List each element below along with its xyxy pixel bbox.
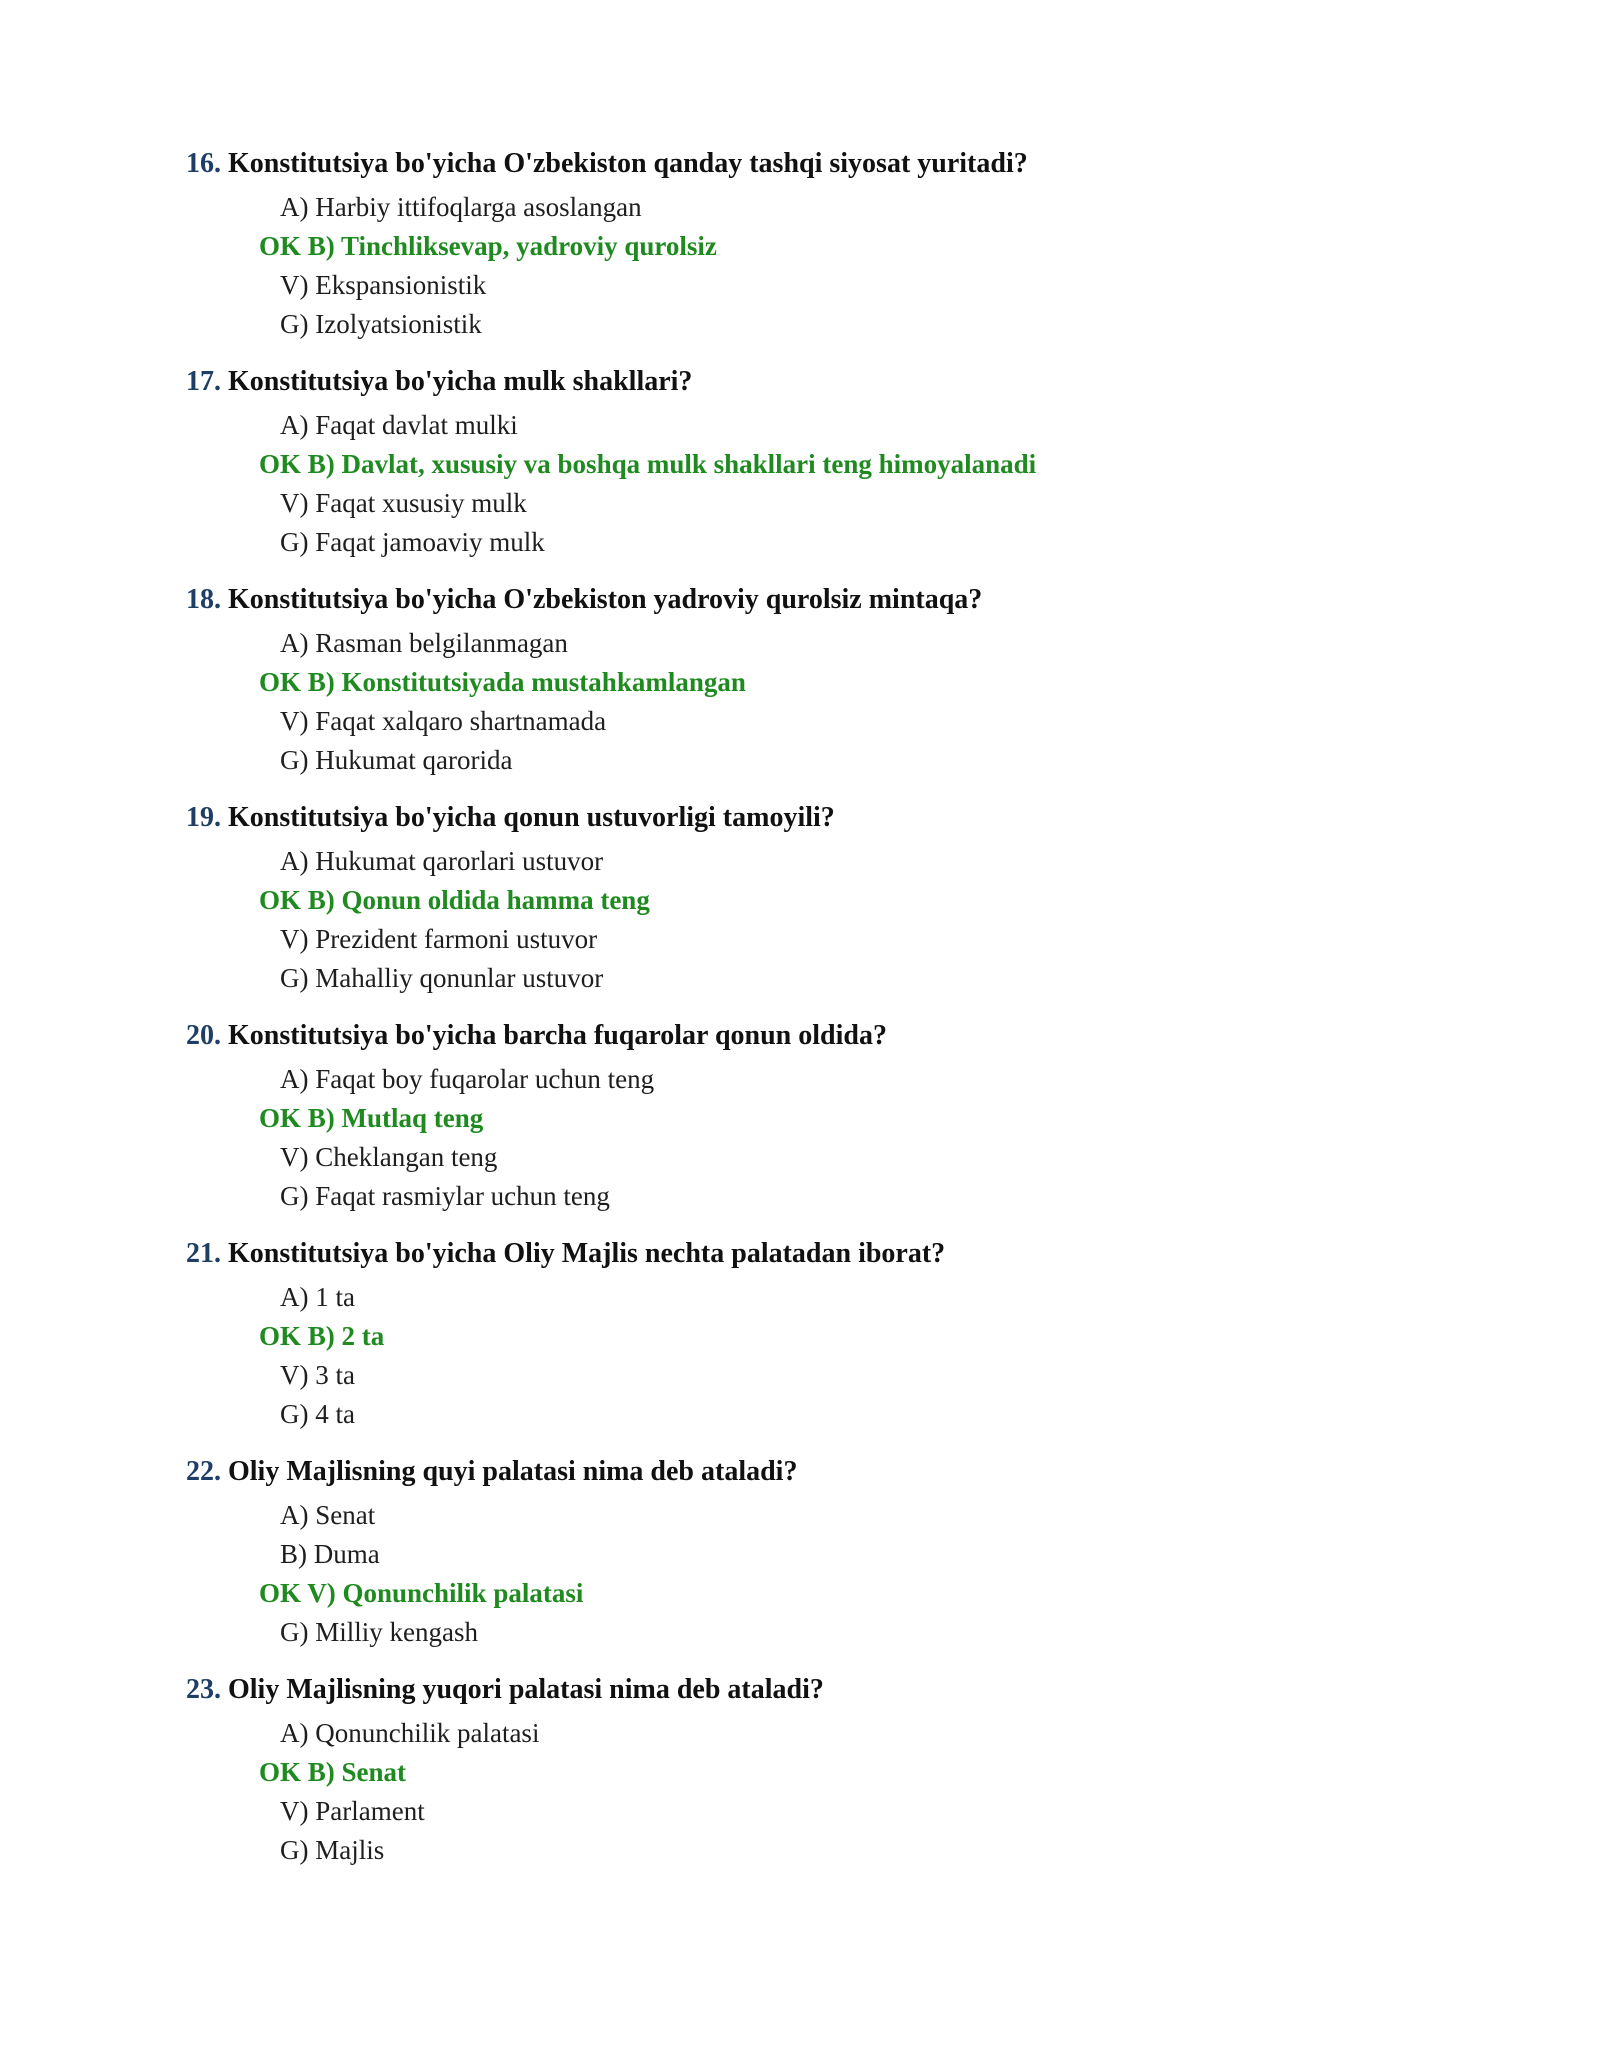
question-block: [186, 364, 1486, 582]
answer-option: V) Faqat xalqaro shartnamada: [280, 706, 607, 736]
question-number: 19.: [186, 802, 221, 833]
answer-option: A) Qonunchilik palatasi: [280, 1718, 540, 1748]
answer-option: A) 1 ta: [280, 1282, 355, 1312]
question-text: Konstitutsiya bo'yicha Oliy Majlis nechta palatadan iborat?: [228, 1238, 946, 1269]
answer-option: V) Parlament: [280, 1796, 425, 1826]
answer-option-correct: OK B) Senat: [259, 1757, 407, 1787]
question-number: 21.: [186, 1238, 221, 1269]
answer-option-correct: OK B) Tinchliksevap, yadroviy qurolsiz: [259, 231, 717, 261]
answer-option: V) Faqat xususiy mulk: [280, 488, 527, 518]
question-block: [186, 1672, 1486, 1890]
answer-option: V) Prezident farmoni ustuvor: [280, 924, 598, 954]
answer-option: G) Majlis: [280, 1835, 385, 1865]
question-block: [186, 1236, 1486, 1454]
question-block: [186, 1018, 1486, 1236]
question-heading: [186, 582, 1486, 624]
question-block: [186, 800, 1486, 1018]
answer-option: B) Duma: [280, 1539, 380, 1569]
answer-option-correct: OK B) Qonun oldida hamma teng: [259, 885, 650, 915]
question-heading: [186, 1018, 1486, 1060]
answer-option: A) Faqat boy fuqarolar uchun teng: [280, 1064, 655, 1094]
answer-option: V) 3 ta: [280, 1360, 355, 1390]
question-number: 17.: [186, 366, 221, 397]
question-number: 22.: [186, 1456, 221, 1487]
question-block: [186, 582, 1486, 800]
question-text: Konstitutsiya bo'yicha O'zbekiston qanday tashqi siyosat yuritadi?: [228, 148, 1028, 179]
answer-option-correct: OK B) 2 ta: [259, 1321, 385, 1351]
answer-option: G) Hukumat qarorida: [280, 745, 513, 775]
question-text: Konstitutsiya bo'yicha qonun ustuvorligi tamoyili?: [228, 802, 835, 833]
question-heading: [186, 364, 1486, 406]
question-heading: [186, 1672, 1486, 1714]
question-heading: [186, 146, 1486, 188]
quiz-document: [186, 146, 1486, 1890]
question-text: Oliy Majlisning quyi palatasi nima deb ataladi?: [228, 1456, 798, 1487]
question-number: 18.: [186, 584, 221, 615]
answer-option: A) Hukumat qarorlari ustuvor: [280, 846, 604, 876]
question-text: Konstitutsiya bo'yicha O'zbekiston yadroviy qurolsiz mintaqa?: [228, 584, 983, 615]
answer-option: G) Faqat rasmiylar uchun teng: [280, 1181, 610, 1211]
answer-option: V) Ekspansionistik: [280, 270, 487, 300]
answer-option: G) 4 ta: [280, 1399, 355, 1429]
answer-option-correct: OK B) Mutlaq teng: [259, 1103, 484, 1133]
answer-option: G) Faqat jamoaviy mulk: [280, 527, 545, 557]
question-number: 23.: [186, 1674, 221, 1705]
question-block: [186, 146, 1486, 364]
answer-option: V) Cheklangan teng: [280, 1142, 498, 1172]
answer-option: G) Milliy kengash: [280, 1617, 478, 1647]
question-number: 20.: [186, 1020, 221, 1051]
question-text: Konstitutsiya bo'yicha barcha fuqarolar qonun oldida?: [228, 1020, 887, 1051]
question-heading: [186, 1454, 1486, 1496]
answer-option-correct: OK B) Konstitutsiyada mustahkamlangan: [259, 667, 746, 697]
answer-option: A) Harbiy ittifoqlarga asoslangan: [280, 192, 642, 222]
answer-option-correct: OK B) Davlat, xususiy va boshqa mulk shakllari teng himoyalanadi: [259, 449, 1037, 479]
question-heading: [186, 1236, 1486, 1278]
question-text: Konstitutsiya bo'yicha mulk shakllari?: [228, 366, 693, 397]
answer-option: G) Mahalliy qonunlar ustuvor: [280, 963, 604, 993]
question-heading: [186, 800, 1486, 842]
question-text: Oliy Majlisning yuqori palatasi nima deb ataladi?: [228, 1674, 824, 1705]
question-number: 16.: [186, 148, 221, 179]
answer-option: A) Rasman belgilanmagan: [280, 628, 568, 658]
answer-option: G) Izolyatsionistik: [280, 309, 482, 339]
answer-option-correct: OK V) Qonunchilik palatasi: [259, 1578, 584, 1608]
answer-option: A) Senat: [280, 1500, 376, 1530]
answer-option: A) Faqat davlat mulki: [280, 410, 518, 440]
question-block: [186, 1454, 1486, 1672]
